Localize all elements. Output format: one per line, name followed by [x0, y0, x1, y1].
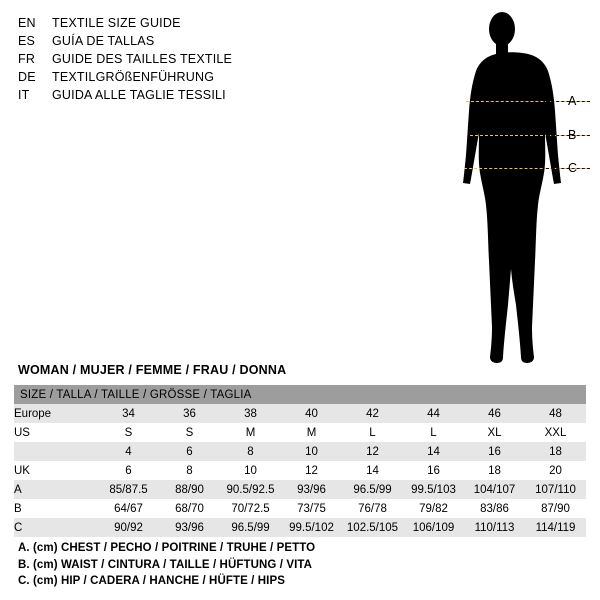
table-cell: 79/82 [403, 499, 464, 518]
table-header-row [14, 385, 586, 404]
table-cell: 8 [220, 442, 281, 461]
language-code: FR [18, 52, 36, 66]
table-cell: 4 [98, 442, 159, 461]
language-title-list [18, 14, 318, 104]
table-cell: 93/96 [159, 518, 220, 537]
table-cell: 87/90 [525, 499, 586, 518]
table-cell: 88/90 [159, 480, 220, 499]
table-cell: 93/96 [281, 480, 342, 499]
table-cell: 106/109 [403, 518, 464, 537]
table-cell: 10 [220, 461, 281, 480]
section-title: WOMAN / MUJER / FEMME / FRAU / DONNA [18, 363, 287, 377]
row-label: Europe [14, 404, 98, 423]
row-label: UK [14, 461, 98, 480]
table-cell: 107/110 [525, 480, 586, 499]
table-cell: 96.5/99 [342, 480, 403, 499]
table-header-label: SIZE / TALLA / TAILLE / GRÖSSE / TAGLIA [20, 388, 252, 401]
language-code: ES [18, 34, 36, 48]
language-title: GUIDA ALLE TAGLIE TESSILI [52, 88, 226, 102]
table-cell: 68/70 [159, 499, 220, 518]
language-row [18, 86, 318, 104]
table-row [14, 423, 586, 442]
table-cell: 76/78 [342, 499, 403, 518]
marker-label-b: B [568, 128, 577, 142]
language-code: EN [18, 16, 36, 30]
row-label: US [14, 423, 98, 442]
table-cell: 46 [464, 404, 525, 423]
table-cell: L [403, 423, 464, 442]
table-cell: 102.5/105 [342, 518, 403, 537]
table-cell: M [281, 423, 342, 442]
table-cell: 36 [159, 404, 220, 423]
female-silhouette-figure [430, 5, 590, 375]
table-cell: 99.5/103 [403, 480, 464, 499]
table-cell: 14 [403, 442, 464, 461]
table-cell: 12 [281, 461, 342, 480]
row-label: A [14, 480, 98, 499]
legend-note-a: A. (cm) CHEST / PECHO / POITRINE / TRUHE / PETTO [18, 542, 316, 554]
marker-label-a: A [568, 94, 577, 108]
table-cell: 85/87.5 [98, 480, 159, 499]
table-cell: XL [464, 423, 525, 442]
table-cell: L [342, 423, 403, 442]
table-cell: 12 [342, 442, 403, 461]
language-title: TEXTILGRÖßENFÜHRUNG [52, 70, 215, 84]
table-cell: 38 [220, 404, 281, 423]
row-label: B [14, 499, 98, 518]
table-cell: 83/86 [464, 499, 525, 518]
language-title: GUIDE DES TAILLES TEXTILE [52, 52, 233, 66]
table-row [14, 499, 586, 518]
table-cell: 20 [525, 461, 586, 480]
table-cell: S [159, 423, 220, 442]
table-cell: 42 [342, 404, 403, 423]
table-cell: 34 [98, 404, 159, 423]
language-code: IT [18, 88, 30, 102]
legend-note-c: C. (cm) HIP / CADERA / HANCHE / HÜFTE / HIPS [18, 575, 286, 587]
table-cell: 10 [281, 442, 342, 461]
table-cell: S [98, 423, 159, 442]
language-row [18, 50, 318, 68]
table-cell: 6 [98, 461, 159, 480]
language-title: GUÍA DE TALLAS [52, 34, 155, 48]
table-cell: 96.5/99 [220, 518, 281, 537]
language-title: TEXTILE SIZE GUIDE [52, 16, 181, 30]
table-cell: 110/113 [464, 518, 525, 537]
table-cell: 70/72.5 [220, 499, 281, 518]
table-cell: 73/75 [281, 499, 342, 518]
language-row [18, 68, 318, 86]
table-cell: 14 [342, 461, 403, 480]
language-code: DE [18, 70, 36, 84]
table-cell: 104/107 [464, 480, 525, 499]
table-cell: 90.5/92.5 [220, 480, 281, 499]
table-cell: 99.5/102 [281, 518, 342, 537]
table-cell: 16 [403, 461, 464, 480]
table-cell: 8 [159, 461, 220, 480]
table-cell: 18 [464, 461, 525, 480]
table-row [14, 461, 586, 480]
table-cell: XXL [525, 423, 586, 442]
table-cell: 18 [525, 442, 586, 461]
size-table [14, 385, 586, 537]
table-cell: 90/92 [98, 518, 159, 537]
table-row [14, 442, 586, 461]
measurement-legend [18, 540, 578, 590]
table-cell: M [220, 423, 281, 442]
table-cell: 16 [464, 442, 525, 461]
table-row [14, 480, 586, 499]
table-row [14, 518, 586, 537]
language-row [18, 32, 318, 50]
table-cell: 114/119 [525, 518, 586, 537]
table-cell: 40 [281, 404, 342, 423]
table-cell: 6 [159, 442, 220, 461]
table-row [14, 404, 586, 423]
table-cell: 48 [525, 404, 586, 423]
marker-label-c: C [568, 161, 578, 175]
table-cell: 64/67 [98, 499, 159, 518]
row-label [14, 442, 98, 461]
legend-note-b: B. (cm) WAIST / CINTURA / TAILLE / HÜFTUNG / VITA [18, 558, 313, 571]
language-row [18, 14, 318, 32]
table-cell: 44 [403, 404, 464, 423]
row-label: C [14, 518, 98, 537]
woman-silhouette-icon [430, 5, 590, 375]
